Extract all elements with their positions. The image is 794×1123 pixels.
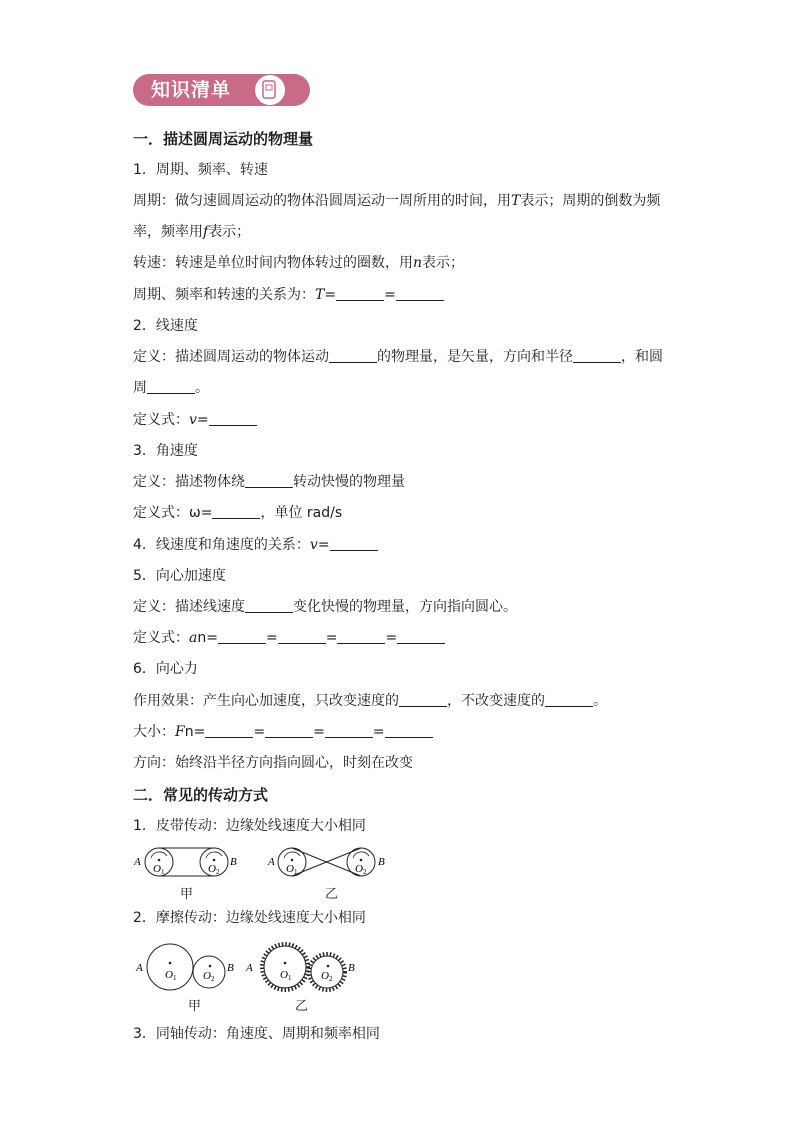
svg-text:A: A	[136, 962, 143, 974]
blank	[245, 473, 293, 488]
blank	[330, 536, 378, 551]
belt-open-figure	[133, 848, 237, 876]
svg-text:2: 2	[216, 868, 220, 876]
centripetal-force-effect: 作用效果：产生向心加速度，只改变速度的 ，不改变速度的 。	[133, 693, 607, 709]
blank	[399, 692, 447, 707]
friction-drive-title: 2．摩擦传动：边缘处线速度大小相同	[133, 910, 366, 926]
linear-velocity-definition-line2: 周 。	[133, 380, 209, 396]
section2-heading: 二．常见的传动方式	[133, 786, 269, 804]
blank	[337, 629, 385, 644]
subsection-angular-velocity-title: 3．角速度	[133, 443, 198, 459]
centripetal-acceleration-definition: 定义：描述线速度 变化快慢的物理量，方向指向圆心。	[133, 599, 517, 615]
blank	[573, 348, 621, 363]
blank	[545, 692, 593, 707]
friction-smooth-figure	[135, 944, 234, 990]
svg-text:1: 1	[294, 868, 298, 876]
rotation-speed-definition: 转速：转速是单位时间内物体转过的圈数，用n表示；	[133, 255, 465, 271]
svg-text:1: 1	[288, 974, 292, 982]
svg-text:O: O	[165, 969, 173, 981]
belt-drive-title: 1．皮带传动：边缘处线速度大小相同	[133, 818, 366, 834]
svg-text:1: 1	[161, 868, 165, 876]
centripetal-acceleration-formula: 定义式：an= = = =	[133, 629, 445, 647]
blank	[245, 598, 293, 613]
svg-text:2: 2	[329, 975, 333, 983]
blank	[265, 723, 313, 738]
caption-jia: 甲	[180, 887, 194, 902]
coaxial-drive-title: 3．同轴传动：角速度、周期和频率相同	[133, 1026, 380, 1042]
caption-jia: 甲	[188, 999, 202, 1014]
blank	[325, 723, 373, 738]
svg-text:A: A	[268, 856, 275, 868]
linear-velocity-formula: 定义式：v=	[133, 411, 257, 429]
linear-velocity-definition-line1: 定义：描述圆周运动的物体运动 的物理量，是矢量，方向和半径 ，和圆	[133, 349, 663, 365]
blank	[209, 411, 257, 426]
svg-text:O: O	[280, 969, 288, 981]
angular-velocity-formula: 定义式：ω= ，单位 rad/s	[133, 505, 343, 521]
blank	[385, 723, 433, 738]
svg-text:1: 1	[173, 974, 177, 982]
svg-text:O: O	[153, 863, 161, 875]
svg-text:2: 2	[363, 868, 367, 876]
svg-text:O: O	[203, 970, 211, 982]
blank	[218, 629, 266, 644]
period-definition-line1: 周期：做匀速圆周运动的物体沿圆周运动一周所用的时间，用T表示；周期的倒数为频	[133, 193, 661, 209]
caption-yi: 乙	[295, 999, 309, 1014]
svg-text:A: A	[246, 962, 253, 974]
centripetal-force-size: 大小：Fn= = = =	[133, 723, 433, 741]
section1-heading: 一．描述圆周运动的物理量	[133, 130, 314, 148]
caption-yi: 乙	[325, 887, 339, 902]
svg-text:B: B	[378, 856, 385, 868]
svg-text:A: A	[134, 856, 141, 868]
subsection-linear-velocity-title: 2．线速度	[133, 318, 198, 334]
banner-title: 知识清单	[151, 79, 232, 101]
blank	[278, 629, 326, 644]
blank	[329, 348, 377, 363]
blank	[147, 379, 195, 394]
blank	[205, 723, 253, 738]
period-relation: 周期、频率和转速的关系为：T= =	[133, 286, 444, 304]
blank	[212, 504, 260, 519]
svg-text:O: O	[208, 863, 216, 875]
centripetal-force-direction: 方向：始终沿半径方向指向圆心，时刻在改变	[133, 755, 413, 771]
belt-drive-diagram	[128, 842, 398, 898]
svg-text:B: B	[227, 962, 234, 974]
velocity-relation: 4．线速度和角速度的关系：v=	[133, 536, 378, 554]
svg-text:O: O	[286, 863, 294, 875]
angular-velocity-definition: 定义：描述物体绕 转动快慢的物理量	[133, 474, 405, 490]
friction-drive-diagram	[128, 938, 368, 998]
svg-text:O: O	[355, 863, 363, 875]
subsection-centripetal-acceleration-title: 5．向心加速度	[133, 568, 226, 584]
blank	[336, 286, 384, 301]
subsection-centripetal-force-title: 6．向心力	[133, 661, 198, 677]
notebook-icon	[262, 80, 276, 99]
svg-text:B: B	[230, 856, 237, 868]
knowledge-list-banner	[133, 74, 310, 106]
svg-text:2: 2	[211, 975, 215, 983]
blank	[396, 286, 444, 301]
period-definition-line2: 率，频率用f表示；	[133, 224, 251, 240]
blank	[397, 629, 445, 644]
friction-gear-figure	[245, 944, 355, 990]
svg-text:B: B	[348, 962, 355, 974]
subsection-period-title: 1．周期、频率、转速	[133, 162, 268, 178]
svg-text:O: O	[321, 970, 329, 982]
belt-crossed-figure	[267, 848, 385, 876]
